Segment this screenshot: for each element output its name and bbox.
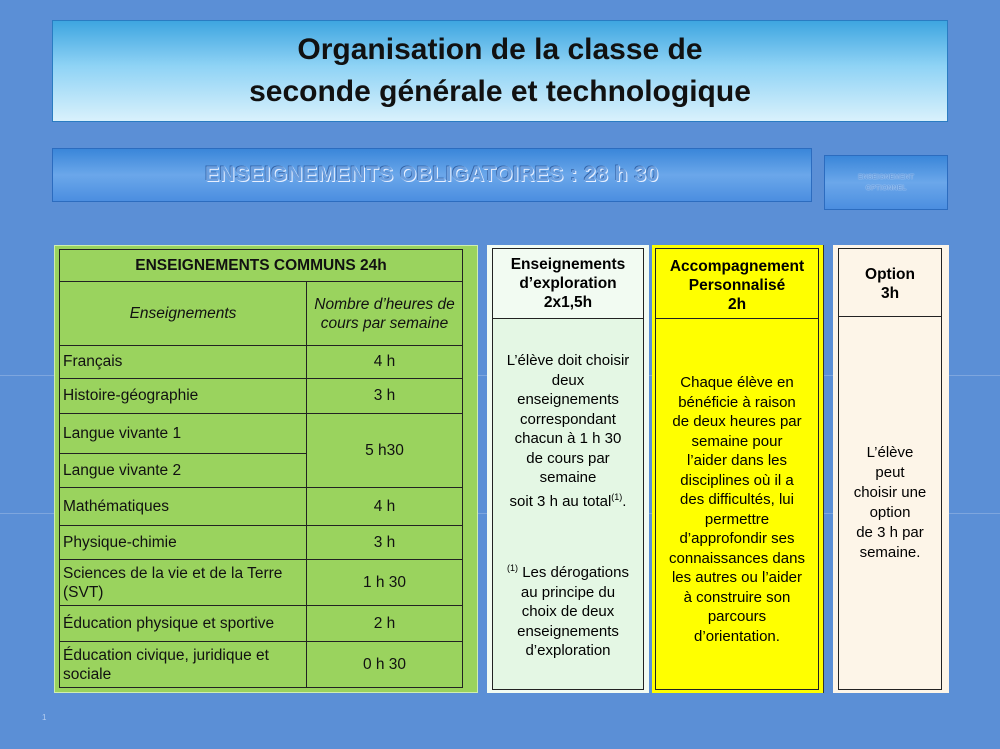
personalized-header: Accompagnement Personnalisé 2h (656, 249, 818, 319)
hours-cell: 0 h 30 (307, 642, 463, 688)
subject-cell: Physique-chimie (60, 526, 307, 560)
hours-cell: 3 h (307, 526, 463, 560)
page-title (52, 20, 948, 122)
page-number: 1 (42, 713, 47, 722)
option-panel (833, 245, 949, 693)
table-row (60, 606, 463, 642)
title-line-2: seconde générale et technologique (249, 75, 751, 108)
common-subjects-table (59, 249, 463, 688)
option-header: Option 3h (839, 249, 941, 317)
exploration-panel (487, 245, 649, 693)
mandatory-banner: ENSEIGNEMENTS OBLIGATOIRES : 28 h 30 (52, 148, 812, 202)
title-line-1: Organisation de la classe de (297, 33, 703, 66)
subject-cell: Éducation civique, juridique et sociale (60, 642, 307, 688)
exploration-text: L’élève doit choisir deux enseignements correspondant chacun à 1 h 30 de cours par semaine soit 3 h au total$^{(1)}$. (506, 352, 630, 510)
subject-cell: Éducation physique et sportive (60, 606, 307, 642)
hours-cell: 1 h 30 (307, 560, 463, 606)
table-row (60, 560, 463, 606)
hours-cell: 4 h (307, 488, 463, 526)
option-text: L’élève peut choisir une option de 3 h par semaine. (853, 444, 927, 561)
personalized-support-panel (652, 245, 824, 693)
table-row (60, 346, 463, 379)
table-row (60, 642, 463, 688)
optional-banner: ENSEIGNEMENT OPTIONNEL (824, 155, 948, 210)
subject-cell: Langue vivante 2 (60, 454, 307, 488)
table-row (60, 526, 463, 560)
common-subjects-panel (54, 245, 478, 693)
table-row (60, 488, 463, 526)
hours-cell: 4 h (307, 346, 463, 379)
hours-cell: 2 h (307, 606, 463, 642)
subject-cell: Histoire-géographie (60, 379, 307, 414)
exploration-header: Enseignements d’exploration 2x1,5h (493, 249, 643, 319)
col-hours-header: Nombre d’heures de cours par semaine (307, 282, 463, 346)
footnote-mark: (1) (611, 491, 623, 502)
hours-cell: 5 h30 (307, 414, 463, 488)
subject-cell: Langue vivante 1 (60, 414, 307, 454)
common-header: ENSEIGNEMENTS COMMUNS 24h (60, 250, 463, 282)
subject-cell: Français (60, 346, 307, 379)
personalized-text: Chaque élève en bénéficie à raison de deux heures par semaine pour l’aider dans les disciplines où il a des difficultés, lui permettre d’approfondir ses connaissances dans les autres ou l’aider à construire son parcours d’orientation. (669, 374, 805, 645)
subject-cell: Mathématiques (60, 488, 307, 526)
table-row (60, 414, 463, 454)
exploration-footnote: $^{(1)}$ Les dérogations au principe du choix de deux enseignements d’exploration (507, 563, 629, 659)
subject-cell: Sciences de la vie et de la Terre (SVT) (60, 560, 307, 606)
col-subject-header: Enseignements (60, 282, 307, 346)
table-row (60, 379, 463, 414)
hours-cell: 3 h (307, 379, 463, 414)
